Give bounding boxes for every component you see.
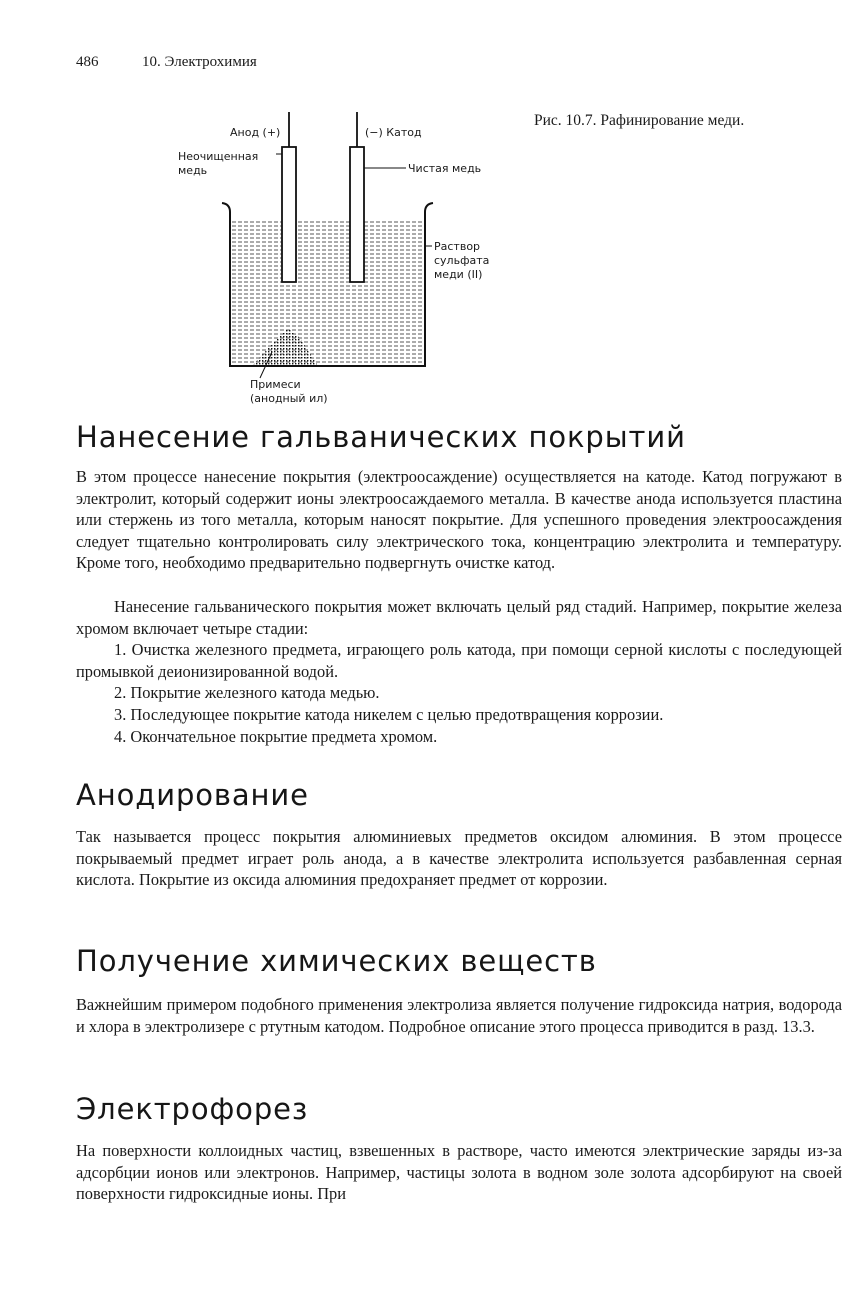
section-title-electroplating: Нанесение гальванических покрытий bbox=[76, 420, 686, 454]
solution-label-1: Раствор bbox=[434, 240, 481, 253]
page-number: 486 bbox=[76, 54, 99, 70]
running-header bbox=[76, 54, 257, 71]
section-title-anodizing: Анодирование bbox=[76, 778, 309, 812]
solution-label-3: меди (II) bbox=[434, 268, 483, 281]
cathode-electrode bbox=[350, 147, 364, 282]
figure-caption: Рис. 10.7. Рафинирование меди. bbox=[534, 112, 745, 129]
cathode-label: (−) Катод bbox=[365, 126, 422, 139]
section-title-chemicals: Получение химических веществ bbox=[76, 944, 597, 978]
impurities-label-2: (анодный ил) bbox=[250, 392, 328, 405]
anode-label: Анод (+) bbox=[230, 126, 281, 139]
section-title-electrophoresis: Электрофорез bbox=[76, 1092, 309, 1126]
impure-copper-label-2: медь bbox=[178, 164, 208, 177]
list-item-step-3: 3. Последующее покрытие катода никелем с целью предотвращения коррозии. bbox=[114, 705, 664, 724]
paragraph-electroplating-1: В этом процессе нанесение покрытия (электроосаждение) осуществляется на катоде. Катод погружают в электролит, который содержит ионы электроосаждаемого металла. В качестве анода используется пластина или стержень из того металла, которым наносят покрытие. Для успешного проведения электроосаждения следует тщательно контролировать силу электрического тока, концентрацию электролита и температуру. Кроме того, необходимо предварительно подвергнуть очистке катод. bbox=[76, 467, 842, 573]
figure-copper-refining bbox=[160, 108, 520, 408]
impure-copper-label: Неочищенная bbox=[178, 150, 259, 163]
pure-copper-label: Чистая медь bbox=[408, 162, 482, 175]
anode-electrode bbox=[282, 147, 296, 282]
paragraph-chemicals: Важнейшим примером подобного применения электролиза является получение гидроксида натрия, водорода и хлора в электролизере с ртутным катодом. Подробное описание этого процесса приводится в разд. 13.3. bbox=[76, 995, 842, 1036]
chapter-title: 10. Электрохимия bbox=[142, 54, 257, 70]
impurities-label-1: Примеси bbox=[250, 378, 301, 391]
paragraph-electrophoresis: На поверхности коллоидных частиц, взвешенных в растворе, часто имеются электрические заряды из-за адсорбции ионов или электронов. Например, частицы золота в водном золе золота адсорбируют на своей поверхности гидроксидные ионы. При bbox=[76, 1141, 842, 1204]
list-item-step-4: 4. Окончательное покрытие предмета хромом. bbox=[114, 727, 438, 746]
list-item-step-1: 1. Очистка железного предмета, играющего роль катода, при помощи серной кислоты с последующей промывкой деионизированной водой. bbox=[76, 640, 842, 681]
solution-label-2: сульфата bbox=[434, 254, 490, 267]
electrolyte-solution bbox=[230, 221, 425, 366]
paragraph-anodizing: Так называется процесс покрытия алюминиевых предметов оксидом алюминия. В этом процессе покрываемый предмет играет роль анода, а в качестве электролита используется разбавленная серная кислота. Покрытие из оксида алюминия предохраняет предмет от коррозии. bbox=[76, 827, 842, 890]
list-item-step-2: 2. Покрытие железного катода медью. bbox=[114, 683, 380, 702]
paragraph-electroplating-2: Нанесение гальванического покрытия может включать целый ряд стадий. Например, покрытие железа хромом включает четыре стадии: bbox=[76, 597, 842, 638]
